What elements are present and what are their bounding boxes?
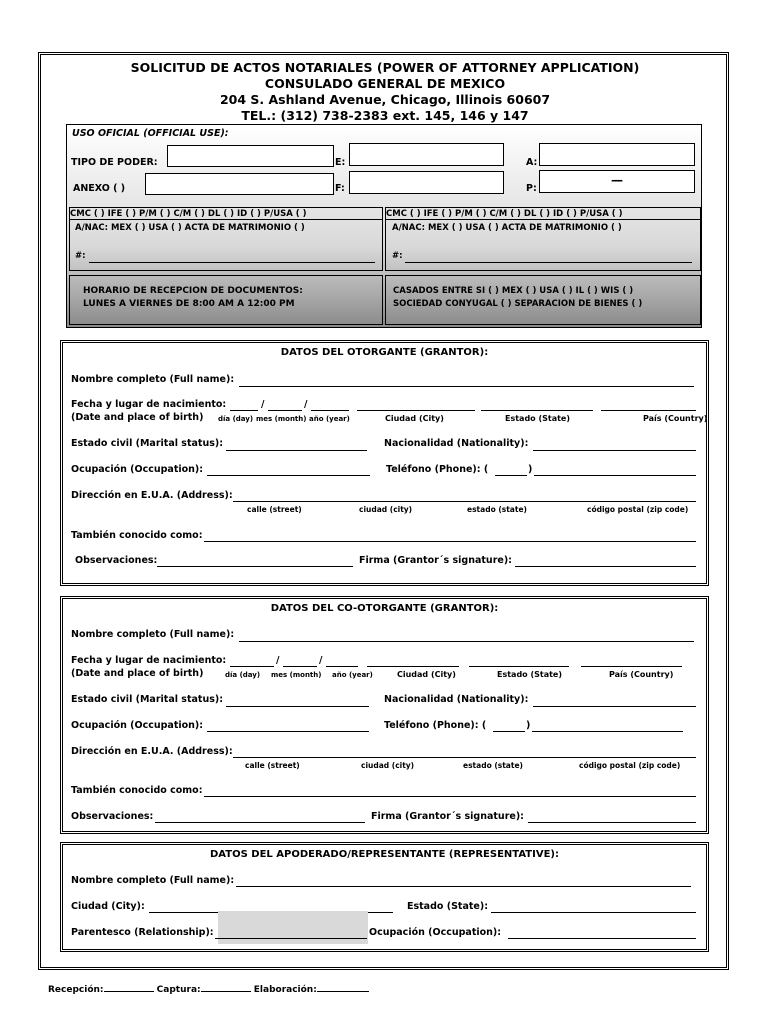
cograntor-phone-close: ) <box>526 720 531 731</box>
cograntor-estado: Estado (State) <box>497 670 563 679</box>
cograntor-birth-slash-2: / <box>319 655 323 666</box>
f-field[interactable] <box>349 171 504 194</box>
p-label: P: <box>526 183 537 194</box>
rep-city-label: Ciudad (City): <box>71 901 145 912</box>
grantor-anio: año (year) <box>309 415 350 423</box>
cograntor-occupation-input[interactable] <box>207 731 369 732</box>
cograntor-name-label: Nombre completo (Full name): <box>71 629 235 640</box>
cograntor-nationality-label: Nacionalidad (Nationality): <box>384 694 529 705</box>
cograntor-birth-state[interactable] <box>469 666 569 667</box>
num-left-line[interactable] <box>89 262 375 263</box>
cograntor-birth-slash-1: / <box>276 655 280 666</box>
a-label: A: <box>526 157 538 168</box>
cograntor-marital-label: Estado civil (Marital status): <box>71 694 223 705</box>
cograntor-phone-area[interactable] <box>493 731 525 732</box>
num-right-line[interactable] <box>405 262 692 263</box>
grantor-estado: Estado (State) <box>505 414 571 423</box>
cograntor-phone-label: Teléfono (Phone): ( <box>384 720 487 731</box>
anac-left: A/NAC: MEX ( ) USA ( ) ACTA DE MATRIMONIO ( ) <box>75 223 305 233</box>
grantor-estado-lc: estado (state) <box>467 505 527 514</box>
grantor-signature-label: Firma (Grantor´s signature): <box>359 555 512 566</box>
e-label: E: <box>335 157 346 168</box>
p-field[interactable]: — <box>539 170 695 193</box>
official-use-section <box>66 124 702 328</box>
rep-state-input[interactable] <box>491 912 696 913</box>
grantor-nationality-input[interactable] <box>533 450 696 451</box>
rep-relationship-input[interactable] <box>215 938 367 939</box>
cograntor-ciudad-lc: ciudad (city) <box>361 761 415 770</box>
rep-name-input[interactable] <box>236 886 691 887</box>
a-field[interactable] <box>539 143 695 166</box>
grantor-phone-area[interactable] <box>495 475 527 476</box>
docs-divider-left <box>69 219 383 220</box>
horario-line-2: LUNES A VIERNES DE 8:00 AM A 12:00 PM <box>83 299 295 309</box>
cograntor-birth-country[interactable] <box>581 666 682 667</box>
grantor-occupation-input[interactable] <box>207 475 370 476</box>
grantor-address-input[interactable] <box>233 501 696 502</box>
cograntor-title: DATOS DEL CO-OTORGANTE (GRANTOR): <box>270 603 499 614</box>
cograntor-birth-en: (Date and place of birth) <box>71 668 204 679</box>
grantor-obs-label: Observaciones: <box>75 555 158 566</box>
recepcion-line[interactable] <box>104 991 154 992</box>
cograntor-birth-city[interactable] <box>367 666 459 667</box>
grantor-name-label: Nombre completo (Full name): <box>71 374 235 385</box>
grantor-mes: mes (month) <box>256 415 307 423</box>
cograntor-anio: año (year) <box>332 671 373 679</box>
grantor-name-input[interactable] <box>239 386 694 387</box>
grantor-birth-city[interactable] <box>357 410 475 411</box>
horario-line-1: HORARIO DE RECEPCION DE DOCUMENTOS: <box>83 286 303 296</box>
casados-line-1: CASADOS ENTRE SI ( ) MEX ( ) USA ( ) IL ( ) WIS ( ) <box>393 286 634 296</box>
grantor-obs-input[interactable] <box>157 566 353 567</box>
casados-line-2: SOCIEDAD CONYUGAL ( ) SEPARACION DE BIENES ( ) <box>393 299 643 309</box>
docs-left: CMC ( ) IFE ( ) P/M ( ) C/M ( ) DL ( ) ID ( ) P/USA ( ) <box>70 209 307 219</box>
grantor-calle: calle (street) <box>247 505 302 514</box>
grantor-birth-slash-2: / <box>304 399 308 410</box>
anexo-field[interactable] <box>145 173 334 195</box>
grantor-zip: código postal (zip code) <box>587 505 689 514</box>
grantor-occupation-label: Ocupación (Occupation): <box>71 464 204 475</box>
captura-label: Captura: <box>156 985 201 995</box>
cograntor-pais: País (Country) <box>609 670 674 679</box>
e-field[interactable] <box>349 143 504 166</box>
grantor-phone-close: ) <box>528 464 533 475</box>
rep-name-label: Nombre completo (Full name): <box>71 875 235 886</box>
grantor-ciudad-lc: ciudad (city) <box>359 505 413 514</box>
cograntor-calle: calle (street) <box>245 761 300 770</box>
anexo-label: ANEXO ( ) <box>73 183 126 194</box>
grantor-birth-slash-1: / <box>261 399 265 410</box>
num-left-label: #: <box>75 251 86 261</box>
cograntor-nationality-input[interactable] <box>533 706 696 707</box>
tipo-poder-label: TIPO DE PODER: <box>71 157 158 168</box>
elaboracion-label: Elaboración: <box>253 985 317 995</box>
cograntor-address-input[interactable] <box>233 757 696 758</box>
representative-section <box>60 842 709 952</box>
grantor-birth-month[interactable] <box>268 410 302 411</box>
consulate-name: CONSULADO GENERAL DE MEXICO <box>264 76 506 91</box>
consulate-address: 204 S. Ashland Avenue, Chicago, Illinois 60607 <box>219 92 551 107</box>
grantor-birth-en: (Date and place of birth) <box>71 412 204 423</box>
consulate-phone: TEL.: (312) 738-2383 ext. 145, 146 y 147 <box>241 108 529 123</box>
form-title: SOLICITUD DE ACTOS NOTARIALES (POWER OF ATTORNEY APPLICATION) <box>130 60 640 75</box>
grantor-marital-label: Estado civil (Marital status): <box>71 438 223 449</box>
tipo-poder-field[interactable] <box>167 145 334 167</box>
cograntor-birth-month[interactable] <box>283 666 317 667</box>
cograntor-ciudad: Ciudad (City) <box>397 670 456 679</box>
grantor-nationality-label: Nacionalidad (Nationality): <box>384 438 529 449</box>
cograntor-name-input[interactable] <box>239 641 694 642</box>
grantor-ciudad: Ciudad (City) <box>385 414 444 423</box>
cograntor-marital-input[interactable] <box>226 706 369 707</box>
grantor-birth-label: Fecha y lugar de nacimiento: <box>71 399 227 410</box>
cograntor-birth-day[interactable] <box>230 666 274 667</box>
rep-state-label: Estado (State): <box>407 901 488 912</box>
cograntor-birth-label: Fecha y lugar de nacimiento: <box>71 655 227 666</box>
captura-line[interactable] <box>201 991 251 992</box>
f-label: F: <box>335 183 345 194</box>
rep-occupation-input[interactable] <box>508 938 696 939</box>
docs-right: CMC ( ) IFE ( ) P/M ( ) C/M ( ) DL ( ) ID ( ) P/USA ( ) <box>386 209 623 219</box>
grantor-birth-day[interactable] <box>230 410 258 411</box>
docs-divider-right <box>385 219 701 220</box>
cograntor-birth-year[interactable] <box>326 666 358 667</box>
grantor-dia: día (day) <box>218 415 254 423</box>
cograntor-aka-label: También conocido como: <box>71 785 203 796</box>
grantor-birth-country[interactable] <box>601 410 696 411</box>
cograntor-zip: código postal (zip code) <box>579 761 681 770</box>
cograntor-estado-lc: estado (state) <box>463 761 523 770</box>
grantor-address-label: Dirección en E.U.A. (Address): <box>71 490 233 501</box>
cograntor-occupation-label: Ocupación (Occupation): <box>71 720 204 731</box>
representative-title: DATOS DEL APODERADO/REPRESENTANTE (REPRESENTATIVE): <box>210 849 559 860</box>
cograntor-signature-input[interactable] <box>528 822 696 823</box>
num-right-label: #: <box>392 251 403 261</box>
rep-relationship-label: Parentesco (Relationship): <box>71 927 214 938</box>
grantor-aka-input[interactable] <box>204 541 696 542</box>
grantor-title: DATOS DEL OTORGANTE (GRANTOR): <box>280 347 489 358</box>
grantor-birth-state[interactable] <box>481 410 593 411</box>
grantor-birth-year[interactable] <box>311 410 349 411</box>
grantor-aka-label: También conocido como: <box>71 530 203 541</box>
grantor-marital-input[interactable] <box>226 450 367 451</box>
grantor-section <box>60 340 709 586</box>
cograntor-phone-input[interactable] <box>532 731 683 732</box>
grantor-phone-input[interactable] <box>534 475 696 476</box>
recepcion-label: Recepción: <box>48 985 104 995</box>
grantor-pais: País (Country) <box>643 414 708 423</box>
grantor-signature-input[interactable] <box>515 566 696 567</box>
office-footer <box>48 985 369 995</box>
cograntor-aka-input[interactable] <box>204 796 696 797</box>
rep-occupation-label: Ocupación (Occupation): <box>369 927 502 938</box>
redaction-box <box>218 911 368 944</box>
elaboracion-line[interactable] <box>317 991 369 992</box>
cograntor-obs-label: Observaciones: <box>71 811 154 822</box>
anac-right: A/NAC: MEX ( ) USA ( ) ACTA DE MATRIMONIO ( ) <box>392 223 622 233</box>
cograntor-mes: mes (month) <box>271 671 322 679</box>
cograntor-signature-label: Firma (Grantor´s signature): <box>371 811 524 822</box>
cograntor-address-label: Dirección en E.U.A. (Address): <box>71 746 233 757</box>
cograntor-dia: día (day) <box>225 671 261 679</box>
cograntor-obs-input[interactable] <box>155 822 365 823</box>
cograntor-section <box>60 596 709 834</box>
official-use-heading: USO OFICIAL (OFFICIAL USE): <box>72 128 229 139</box>
grantor-phone-label: Teléfono (Phone): ( <box>386 464 489 475</box>
